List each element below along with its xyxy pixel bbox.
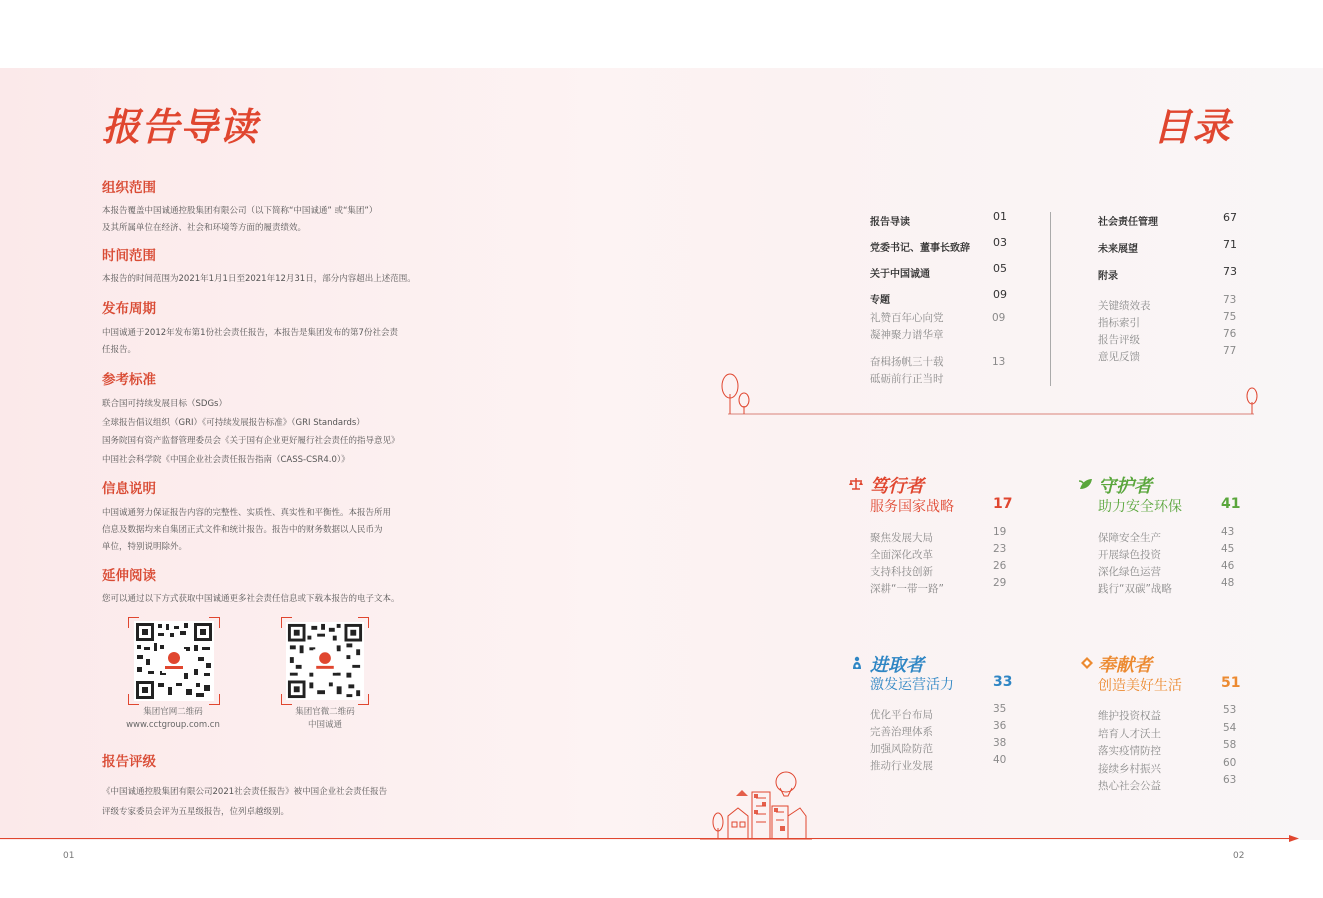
toc-item[interactable] <box>870 210 1010 236</box>
toc-item-label: 党委书记、董事长致辞 <box>870 243 970 254</box>
leaf-icon <box>1078 477 1094 491</box>
category-item-page: 36 <box>993 720 1007 732</box>
category-item-label: 开展绿色投资 <box>1098 549 1161 561</box>
category-items-guardian <box>1098 526 1238 594</box>
category-title: 笃行者 <box>870 476 924 497</box>
toc-item[interactable] <box>1098 264 1238 294</box>
category-page: 51 <box>1221 675 1241 691</box>
category-item[interactable] <box>870 560 1010 577</box>
text-line: 单位，特别说明除外。 <box>102 542 188 552</box>
section-text-cycle <box>102 325 422 359</box>
category-title: 进取者 <box>870 655 924 676</box>
toc-subitem[interactable] <box>1098 328 1238 345</box>
category-item[interactable] <box>870 577 1010 594</box>
category-item-page: 23 <box>993 543 1007 555</box>
page-number-left: 01 <box>63 851 75 861</box>
toc-item-page: 03 <box>993 236 1007 249</box>
toc-item-page: 73 <box>1223 265 1237 278</box>
left-page-title: 报告导读 <box>102 105 259 149</box>
category-item[interactable] <box>870 543 1010 560</box>
toc-subitem-label: 意见反馈 <box>1098 351 1140 363</box>
right-page-title: 目录 <box>1153 105 1232 149</box>
category-page: 41 <box>1221 496 1241 512</box>
category-item-label: 支持科技创新 <box>870 566 933 578</box>
tree-line-decoration <box>716 370 1264 420</box>
category-item-label: 接续乡村振兴 <box>1098 762 1161 775</box>
toc-column-1 <box>870 210 1010 394</box>
city-buildings-illustration <box>700 768 812 840</box>
category-items-practitioner <box>870 526 1010 594</box>
text-line: 中国诚通努力保证报告内容的完整性、实质性、真实性和平衡性。本报告所用 <box>102 508 392 518</box>
category-item[interactable] <box>870 703 1010 720</box>
section-heading-cycle: 发布周期 <box>102 301 156 317</box>
category-item-label: 推动行业发展 <box>870 760 933 772</box>
category-item-label: 践行“双碳”战略 <box>1098 583 1172 595</box>
category-item-page: 38 <box>993 737 1007 749</box>
category-item-label: 培育人才沃土 <box>1098 727 1161 740</box>
toc-item-label: 关于中国诚通 <box>870 269 930 280</box>
toc-subitem-label: 关键绩效表 <box>1098 300 1151 312</box>
toc-item-label: 报告导读 <box>870 217 910 228</box>
category-title: 守护者 <box>1098 476 1152 497</box>
category-item-label: 优化平台布局 <box>870 709 933 721</box>
section-heading-standards: 参考标准 <box>102 372 156 388</box>
category-items-striver <box>870 703 1010 771</box>
category-item-page: 29 <box>993 577 1007 589</box>
category-item-label: 深化绿色运营 <box>1098 566 1161 578</box>
section-heading-rating: 报告评级 <box>102 754 156 770</box>
toc-subitem-page: 75 <box>1223 311 1237 323</box>
toc-item[interactable] <box>870 236 1010 262</box>
page-number-right: 02 <box>1233 851 1245 861</box>
text-line: 及其所属单位在经济、社会和环境等方面的履责绩效。 <box>102 223 307 233</box>
toc-item-page: 05 <box>993 262 1007 275</box>
category-item-page: 48 <box>1221 577 1235 589</box>
category-item-label: 聚焦发展大局 <box>870 532 933 544</box>
category-item-page: 40 <box>993 754 1007 766</box>
category-item-label: 完善治理体系 <box>870 726 933 738</box>
category-item[interactable] <box>870 526 1010 543</box>
toc-item-label: 社会责任管理 <box>1098 217 1158 228</box>
category-item-page: 54 <box>1223 721 1237 734</box>
category-item[interactable] <box>1098 757 1238 775</box>
category-item[interactable] <box>870 737 1010 754</box>
toc-item-label: 专题 <box>870 295 890 306</box>
toc-subitem[interactable] <box>1098 294 1238 311</box>
category-item-label: 加强风险防范 <box>870 743 933 755</box>
category-item-page: 63 <box>1223 774 1237 786</box>
category-subtitle[interactable]: 激发运营活力 <box>870 677 954 693</box>
category-item[interactable] <box>1098 560 1238 577</box>
text-line: 全球报告倡议组织（GRI）《可持续发展报告标准》（GRI Standards） <box>102 417 365 428</box>
category-subtitle[interactable]: 助力安全环保 <box>1098 499 1182 515</box>
toc-item-page: 09 <box>993 288 1007 301</box>
category-item-page: 26 <box>993 560 1007 572</box>
category-item-label: 全面深化改革 <box>870 549 933 561</box>
qr-caption-title: 集团官网二维码 <box>143 707 203 717</box>
category-title: 奉献者 <box>1098 655 1152 676</box>
text-line: 国务院国有资产监督管理委员会《关于国有企业更好履行社会责任的指导意见》 <box>102 436 400 446</box>
footer-rule <box>0 838 1295 839</box>
toc-item-page: 71 <box>1223 238 1237 251</box>
category-item-label: 保障安全生产 <box>1098 532 1161 544</box>
figure-icon <box>850 656 864 670</box>
category-item[interactable] <box>1098 704 1238 722</box>
text-line: 本报告的时间范围为2021年1月1日至2021年12月31日，部分内容超出上述范围。 <box>102 274 416 284</box>
toc-item-label: 未来展望 <box>1098 244 1138 255</box>
toc-subitem-line: 礼赞百年心向党 <box>870 312 944 324</box>
toc-subitem-line: 凝神聚力谱华章 <box>870 329 944 341</box>
category-item[interactable] <box>1098 577 1238 594</box>
text-line: 中国社会科学院《中国企业社会责任报告指南（CASS-CSR4.0）》 <box>102 454 350 465</box>
category-item-label: 深耕“一带一路” <box>870 583 944 595</box>
section-heading-time: 时间范围 <box>102 248 156 264</box>
toc-subitem-page: 77 <box>1223 345 1237 357</box>
qr-wechat-caption <box>260 706 390 732</box>
toc-item[interactable] <box>870 262 1010 288</box>
category-subtitle[interactable]: 服务国家战略 <box>870 499 954 515</box>
category-item-page: 19 <box>993 526 1007 538</box>
category-item-page: 60 <box>1223 756 1237 769</box>
category-item[interactable] <box>1098 722 1238 740</box>
toc-divider <box>1050 212 1051 386</box>
scale-icon <box>848 477 864 491</box>
guide-sections <box>102 176 422 608</box>
toc-subitem-line: 砥砺前行正当时 <box>870 373 944 385</box>
toc-subitem-page: 09 <box>992 312 1006 324</box>
toc-item[interactable] <box>870 288 1010 310</box>
category-item-page: 46 <box>1221 560 1235 572</box>
category-item-label: 维护投资权益 <box>1098 710 1161 722</box>
text-line: 信息及数据均来自集团正式文件和统计报告。报告中的财务数据以人民币为 <box>102 525 383 535</box>
hands-icon <box>1080 656 1094 670</box>
category-subtitle[interactable]: 创造美好生活 <box>1098 678 1182 694</box>
section-text-rating <box>102 782 422 822</box>
category-page: 17 <box>993 496 1013 512</box>
qr-caption-account: 中国诚通 <box>307 720 342 730</box>
text-line: 中国诚通于2012年发布第1份社会责任报告，本报告是集团发布的第7份社会责 <box>102 328 398 338</box>
section-text-reading <box>102 591 422 608</box>
qr-caption-url[interactable]: www.cctgroup.com.cn <box>126 720 220 730</box>
qr-code-icon <box>134 621 214 701</box>
category-item[interactable] <box>870 720 1010 737</box>
toc-item-page: 67 <box>1223 211 1237 224</box>
toc-column-2 <box>1098 210 1238 362</box>
category-item-page: 35 <box>993 703 1007 715</box>
qr-website-caption <box>108 706 238 732</box>
qr-code-icon <box>286 621 364 701</box>
category-item-page: 43 <box>1221 526 1235 538</box>
category-page: 33 <box>993 674 1013 690</box>
text-line: 本报告覆盖中国诚通控股集团有限公司（以下简称“中国诚通” 或“集团”） <box>102 206 378 216</box>
section-text-info <box>102 505 422 556</box>
category-item-page: 58 <box>1223 739 1237 751</box>
text-line: 《中国诚通控股集团有限公司2021社会责任报告》被中国企业社会责任报告 <box>102 787 388 797</box>
arrow-right-icon <box>1289 835 1299 842</box>
category-items-contributor <box>1098 704 1238 792</box>
category-item[interactable] <box>1098 774 1238 792</box>
text-line: 评级专家委员会评为五星级报告，位列卓越级别。 <box>102 807 290 817</box>
text-line: 您可以通过以下方式获取中国诚通更多社会责任信息或下载本报告的电子文本。 <box>102 594 400 604</box>
toc-item[interactable] <box>1098 237 1238 264</box>
toc-subitem-page: 13 <box>992 356 1006 368</box>
category-item-page: 53 <box>1223 704 1237 716</box>
section-text-standards <box>102 395 422 469</box>
category-item[interactable] <box>1098 526 1238 543</box>
section-heading-info: 信息说明 <box>102 481 156 497</box>
section-text-scope <box>102 203 422 237</box>
section-heading-reading: 延伸阅读 <box>102 568 156 584</box>
toc-subitem-line: 奋楫扬帆三十载 <box>870 356 944 368</box>
toc-subitem[interactable] <box>1098 345 1238 362</box>
qr-wechat <box>281 617 369 705</box>
text-line: 任报告。 <box>102 345 137 355</box>
toc-item-label: 附录 <box>1098 271 1118 282</box>
category-item[interactable] <box>870 754 1010 771</box>
text-line: 联合国可持续发展目标（SDGs） <box>102 399 227 409</box>
category-item-page: 45 <box>1221 543 1235 555</box>
toc-subitem-page: 76 <box>1223 328 1237 340</box>
category-item[interactable] <box>1098 739 1238 757</box>
category-item-label: 落实疫情防控 <box>1098 745 1161 757</box>
category-item[interactable] <box>1098 543 1238 560</box>
qr-caption-title: 集团官微二维码 <box>295 707 355 717</box>
toc-item[interactable] <box>1098 210 1238 237</box>
qr-website <box>128 617 220 705</box>
toc-item-page: 01 <box>993 210 1007 223</box>
category-item-label: 热心社会公益 <box>1098 780 1161 792</box>
toc-subitem[interactable] <box>870 310 1010 354</box>
toc-subitem-label: 报告评级 <box>1098 334 1140 346</box>
section-text-time <box>102 271 422 288</box>
section-heading-scope: 组织范围 <box>102 180 156 196</box>
rating-section <box>102 750 422 822</box>
toc-subitem-label: 指标索引 <box>1098 317 1140 329</box>
toc-subitem[interactable] <box>1098 311 1238 328</box>
toc-subitem-page: 73 <box>1223 294 1237 306</box>
